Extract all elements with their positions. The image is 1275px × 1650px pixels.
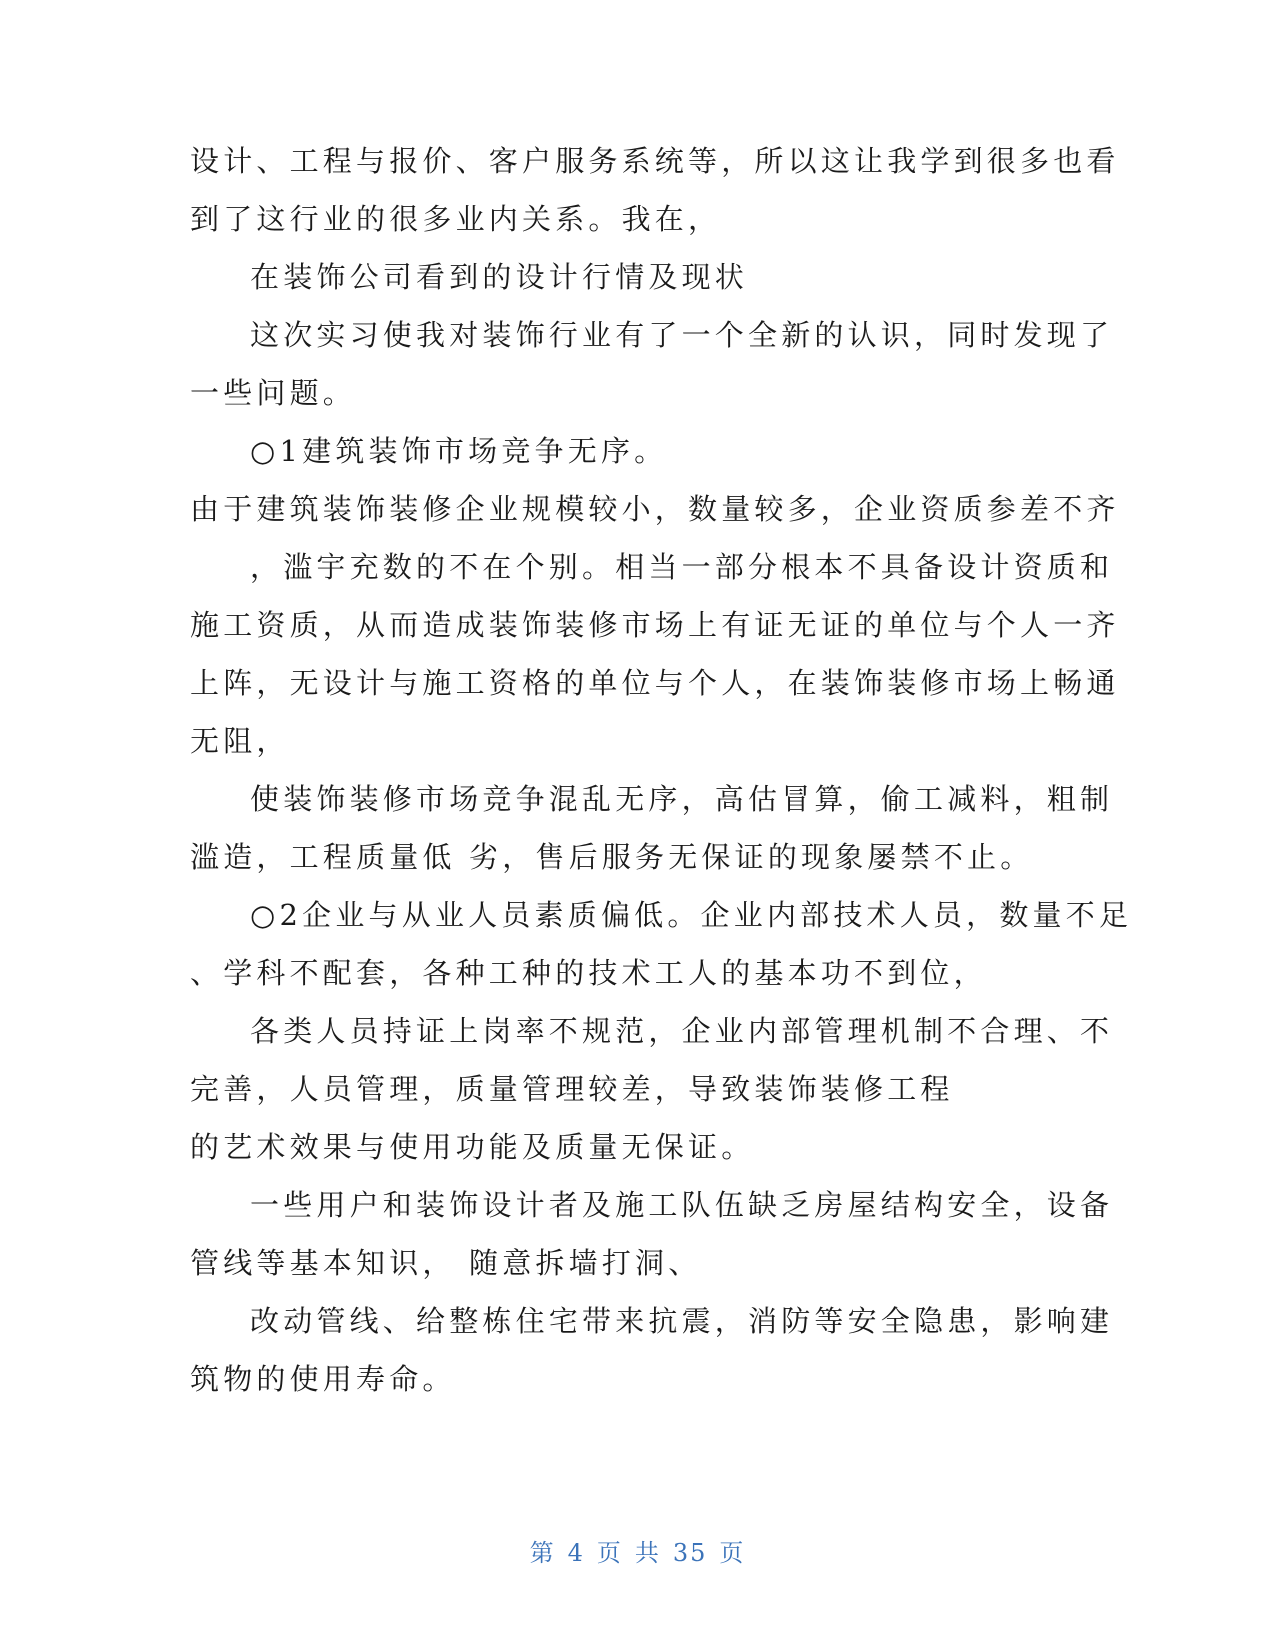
text-line: 、学科不配套，各种工种的技术工人的基本功不到位， — [190, 956, 987, 990]
footer-page-number: 4 — [567, 1539, 585, 1567]
text-line: 由于建筑装饰装修企业规模较小，数量较多，企业资质参差不齐 — [190, 492, 1120, 526]
text-line: 使装饰装修市场竞争混乱无序，高估冒算，偷工减料，粗制 — [250, 782, 1114, 816]
list-item-heading: ○2企业与从业人员素质偏低。企业内部技术人员，数量不足 — [250, 898, 1133, 932]
text-line: 一些问题。 — [190, 376, 357, 410]
text-line: 各类人员持证上岗率不规范，企业内部管理机制不合理、不 — [250, 1014, 1114, 1048]
list-item-heading: ○1建筑装饰市场竞争无序。 — [250, 434, 668, 468]
footer-total-pages: 35 — [672, 1539, 708, 1567]
text-line: 管线等基本知识， 随意拆墙打洞、 — [190, 1246, 702, 1280]
page-number-footer — [0, 1538, 1275, 1568]
text-line: 无阻， — [190, 724, 290, 758]
text-line: 一些用户和装饰设计者及施工队伍缺乏房屋结构安全，设备 — [250, 1188, 1114, 1222]
text-line: 的艺术效果与使用功能及质量无保证。 — [190, 1130, 755, 1164]
text-line: 施工资质，从而造成装饰装修市场上有证无证的单位与个人一齐 — [190, 608, 1120, 642]
text-line: 完善，人员管理，质量管理较差，导致装饰装修工程 — [190, 1072, 954, 1106]
text-line: 改动管线、给整栋住宅带来抗震，消防等安全隐患，影响建 — [250, 1304, 1114, 1338]
text-line: 上阵，无设计与施工资格的单位与个人，在装饰装修市场上畅通 — [190, 666, 1120, 700]
text-line: 到了这行业的很多业内关系。我在， — [190, 202, 722, 236]
footer-total-word: 共 — [634, 1539, 661, 1567]
text-line: 这次实习使我对装饰行业有了一个全新的认识，同时发现了 — [250, 318, 1114, 352]
text-line: 设计、工程与报价、客户服务系统等，所以这让我学到很多也看 — [190, 144, 1120, 178]
footer-prefix: 第 — [529, 1539, 556, 1567]
text-line: ，滥宇充数的不在个别。相当一部分根本不具备设计资质和 — [250, 550, 1114, 584]
text-line: 筑物的使用寿命。 — [190, 1362, 456, 1396]
footer-page-word: 页 — [596, 1539, 623, 1567]
section-heading: 在装饰公司看到的设计行情及现状 — [250, 260, 749, 294]
text-line: 滥造，工程质量低 劣，售后服务无保证的现象屡禁不止。 — [190, 840, 1034, 874]
footer-suffix: 页 — [719, 1539, 746, 1567]
